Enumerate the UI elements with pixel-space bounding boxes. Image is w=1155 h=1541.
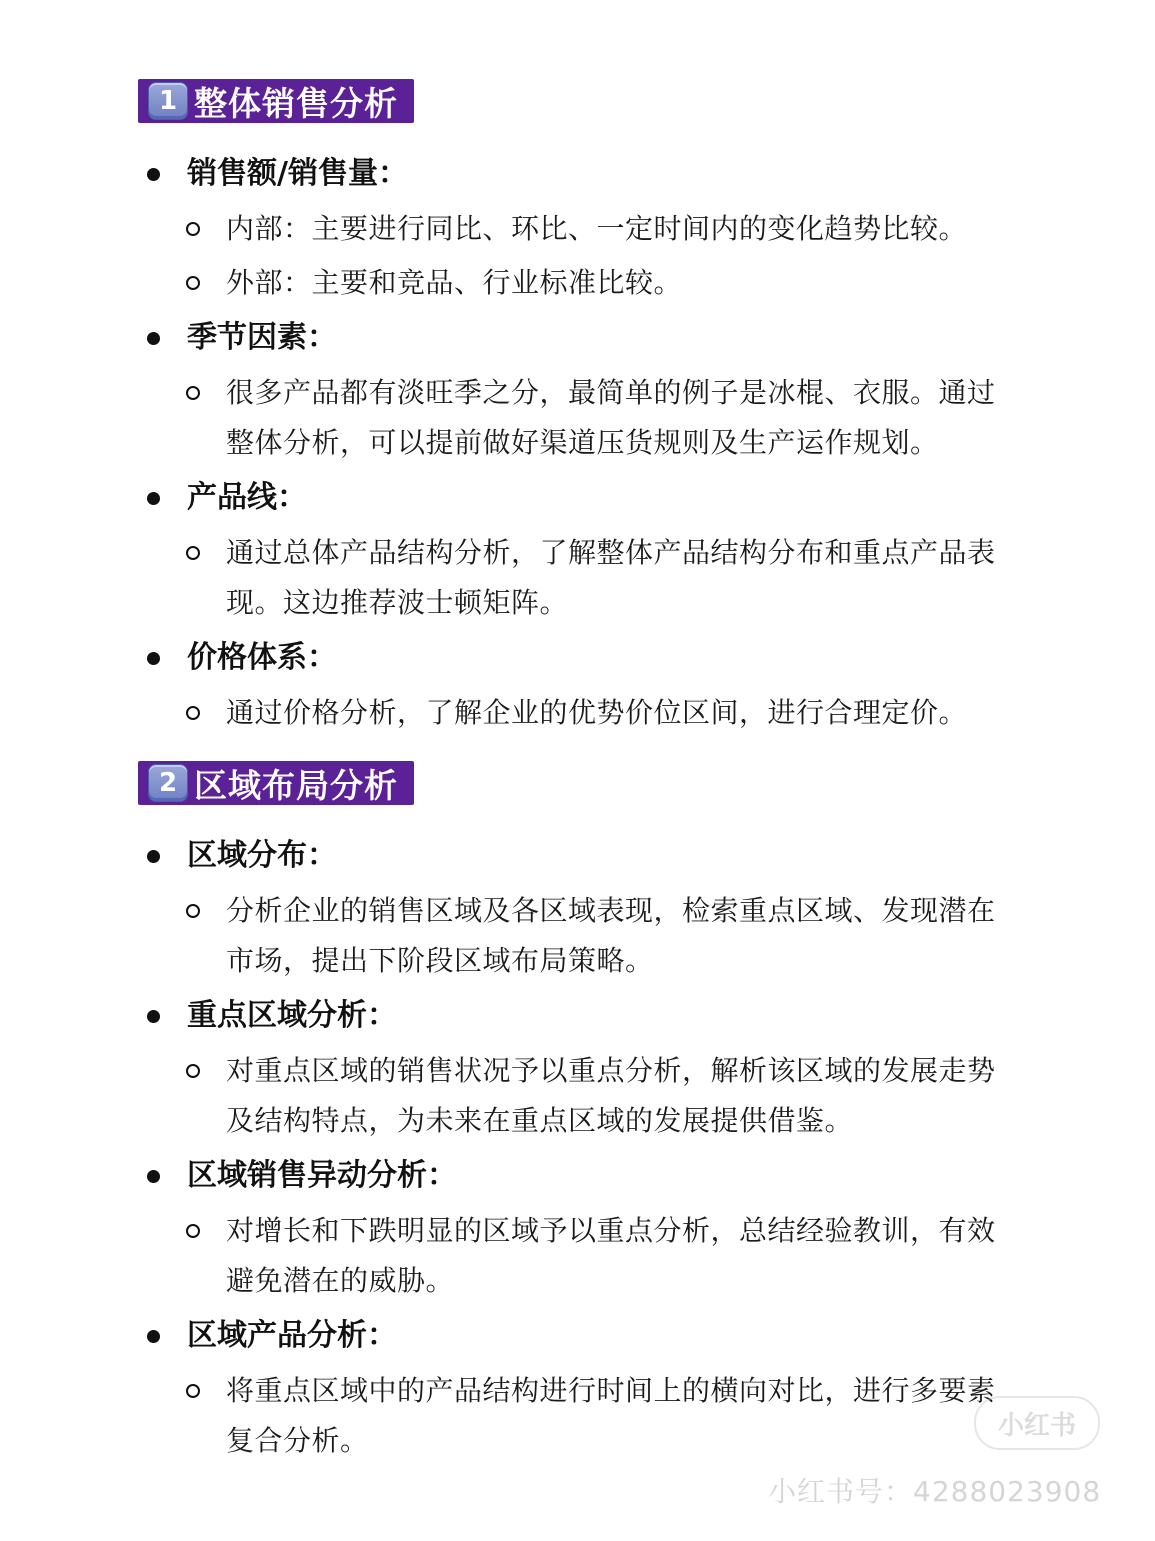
item-title: 区域销售异动分析：: [187, 1158, 457, 1193]
circle-bullet-icon: [186, 706, 200, 720]
section-header: [138, 79, 414, 123]
sub-item-text: 内部：主要进行同比、环比、一定时间内的变化趋势比较。: [226, 212, 968, 245]
bullet-icon: [147, 168, 160, 181]
sub-item-text: 将重点区域中的产品结构进行时间上的横向对比，进行多要素复合分析。: [226, 1374, 996, 1457]
keycap-number-icon: 1: [148, 82, 188, 120]
sub-item-text: 对重点区域的销售状况予以重点分析，解析该区域的发展走势及结构特点，为未来在重点区域的发展提供借鉴。: [226, 1054, 996, 1137]
section-header: [138, 761, 414, 805]
bullet-icon: [147, 332, 160, 345]
sub-item-text: 外部：主要和竞品、行业标准比较。: [226, 266, 683, 299]
bullet-icon: [147, 652, 160, 665]
circle-bullet-icon: [186, 1064, 200, 1078]
bullet-icon: [147, 1010, 160, 1023]
item-title: 产品线：: [187, 480, 307, 515]
sub-item-text: 通过价格分析，了解企业的优势价位区间，进行合理定价。: [226, 696, 968, 729]
item-title: 区域产品分析：: [187, 1318, 397, 1353]
sub-item-text: 通过总体产品结构分析，了解整体产品结构分布和重点产品表现。这边推荐波士顿矩阵。: [226, 536, 996, 619]
circle-bullet-icon: [186, 904, 200, 918]
sub-item-text: 很多产品都有淡旺季之分，最简单的例子是冰棍、衣服。通过整体分析，可以提前做好渠道压货规则及生产运作规划。: [226, 376, 996, 459]
circle-bullet-icon: [186, 386, 200, 400]
watermark-id-text: 小红书号：4288023908: [768, 1475, 1102, 1508]
item-title: 季节因素：: [187, 320, 337, 355]
bullet-icon: [147, 492, 160, 505]
sub-item-text: 分析企业的销售区域及各区域表现，检索重点区域、发现潜在市场，提出下阶段区域布局策略。: [226, 894, 996, 977]
sub-item-text: 对增长和下跌明显的区域予以重点分析，总结经验教训，有效避免潜在的威胁。: [226, 1214, 996, 1297]
circle-bullet-icon: [186, 222, 200, 236]
circle-bullet-icon: [186, 276, 200, 290]
item-title: 价格体系：: [187, 640, 337, 675]
keycap-number-icon: 2: [148, 764, 188, 802]
circle-bullet-icon: [186, 546, 200, 560]
bullet-icon: [147, 850, 160, 863]
item-title: 区域分布：: [187, 838, 337, 873]
bullet-icon: [147, 1170, 160, 1183]
circle-bullet-icon: [186, 1384, 200, 1398]
section-title: 整体销售分析: [194, 83, 398, 123]
item-title: 销售额/销售量：: [187, 156, 408, 191]
item-title: 重点区域分析：: [187, 998, 397, 1033]
xiaohongshu-logo-watermark: 小红书: [974, 1396, 1100, 1450]
bullet-icon: [147, 1330, 160, 1343]
circle-bullet-icon: [186, 1224, 200, 1238]
section-title: 区域布局分析: [194, 765, 398, 805]
